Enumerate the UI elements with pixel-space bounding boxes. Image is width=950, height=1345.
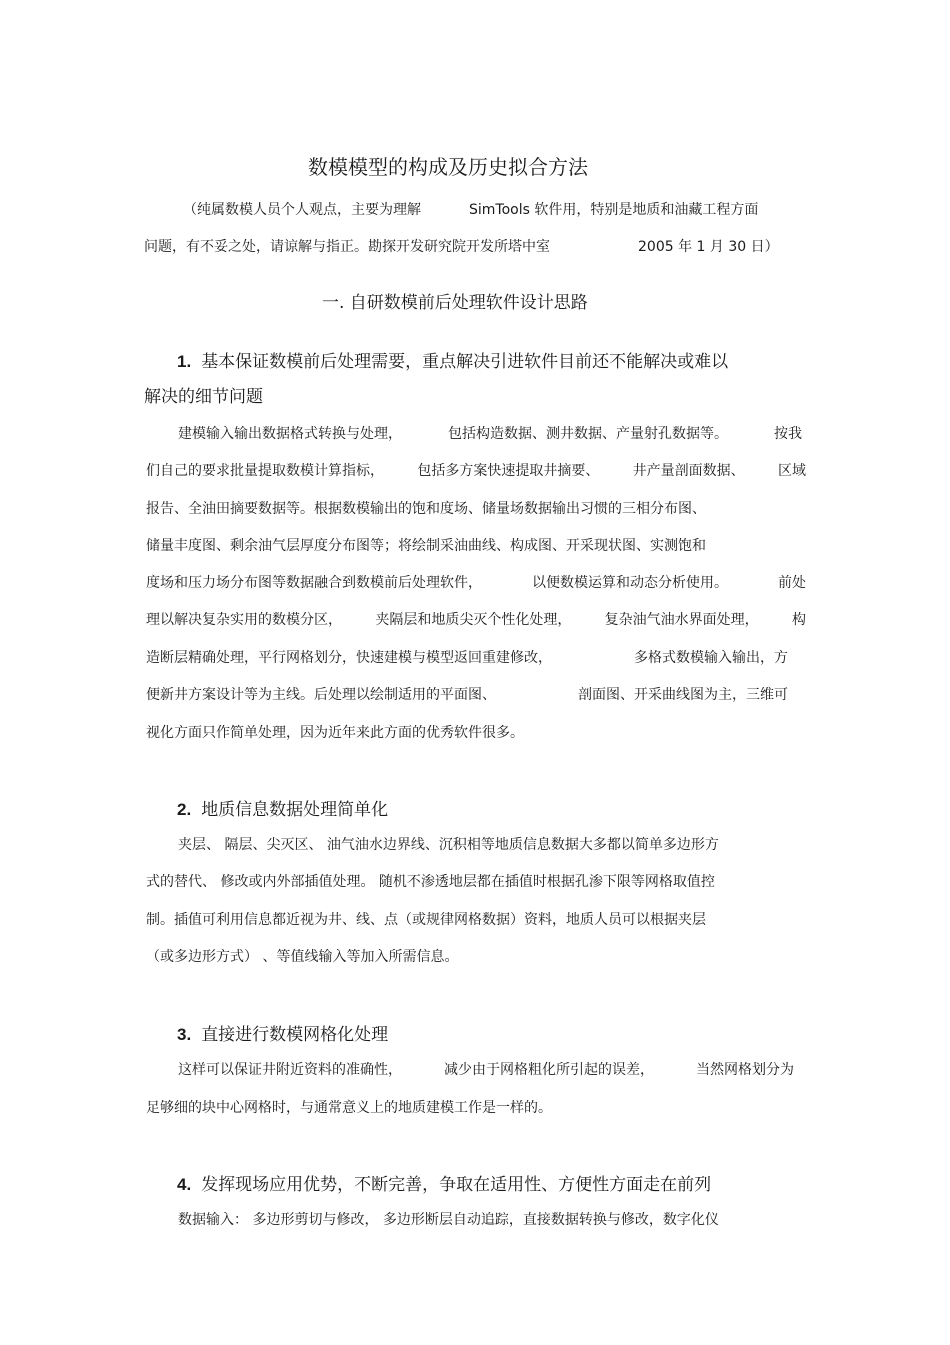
subheading-number: 3. — [177, 1025, 192, 1044]
text-span: 理以解决复杂实用的数模分区， — [146, 612, 342, 628]
paragraph-line — [178, 427, 802, 441]
text-span: 按我 — [774, 426, 802, 442]
author-note-line1b: SimTools 软件用，特别是地质和油藏工程方面 — [469, 202, 759, 218]
subheading-text: 直接进行数模网格化处理 — [201, 1025, 389, 1045]
subheading-2 — [177, 801, 388, 819]
subheading-text: 发挥现场应用优势，不断完善，争取在适用性、方便性方面走在前列 — [201, 1175, 712, 1195]
paragraph-line — [178, 1063, 794, 1077]
subheading-1-line2: 解决的细节问题 — [144, 387, 263, 407]
paragraph-line: 数据输入： 多边形剪切与修改， 多边形断层自动追踪，直接数据转换与修改，数字化仪 — [178, 1212, 719, 1228]
author-note-line2a: 问题，有不妥之处，请谅解与指正。勘探开发研究院开发所塔中室 — [144, 239, 550, 255]
paragraph-line — [146, 576, 806, 590]
paragraph-line: 夹层、 隔层、尖灭区、 油气油水边界线、沉积相等地质信息数据大多都以简单多边形方 — [178, 837, 719, 853]
subheading-1 — [177, 353, 728, 371]
text-span: 们自己的要求批量提取数模计算指标， — [146, 463, 384, 479]
author-note-date: 2005 年 1 月 30 日） — [638, 239, 779, 255]
text-span: 复杂油气油水界面处理， — [604, 612, 759, 628]
author-note-line1a: （纯属数模人员个人观点，主要为理解 — [183, 202, 421, 218]
text-span: 夹隔层和地质尖灭个性化处理， — [375, 612, 572, 628]
subheading-text: 地质信息数据处理简单化 — [201, 800, 389, 820]
text-span: 以便数模运算和动态分析使用。 — [532, 575, 728, 591]
text-span: 当然网格划分为 — [696, 1062, 794, 1078]
text-span: 构 — [791, 612, 806, 628]
text-span: 减少由于网格粗化所引起的误差， — [444, 1062, 654, 1078]
paragraph-line — [146, 651, 788, 665]
subheading-3 — [177, 1026, 388, 1044]
text-span: 井产量剖面数据、 — [632, 463, 745, 479]
paragraph-line — [146, 613, 806, 627]
subheading-number: 1. — [177, 352, 192, 371]
subheading-4 — [177, 1176, 711, 1194]
text-span: 前处 — [778, 575, 806, 591]
text-span: 包括多方案快速提取井摘要、 — [417, 463, 600, 479]
text-span: 剖面图、开采曲线图为主，三维可 — [578, 687, 788, 703]
text-span: 便新井方案设计等为主线。后处理以绘制适用的平面图、 — [146, 687, 496, 703]
paragraph-line — [146, 464, 806, 478]
document-title: 数模模型的构成及历史拟合方法 — [308, 155, 588, 179]
paragraph-line — [146, 688, 788, 702]
subheading-number: 2. — [177, 800, 192, 819]
subheading-number: 4. — [177, 1175, 192, 1194]
paragraph-line: 报告、全油田摘要数据等。根据数模输出的饱和度场、储量场数据输出习惯的三相分布图、 — [146, 501, 706, 517]
paragraph-line: 足够细的块中心网格时，与通常意义上的地质建模工作是一样的。 — [146, 1100, 552, 1116]
text-span: 多格式数模输入输出，方 — [634, 650, 788, 666]
text-span: 造断层精确处理，平行网格划分，快速建模与模型返回重建修改， — [146, 650, 552, 666]
paragraph-line: 制。插值可利用信息都近视为井、线、点（或规律网格数据）资料，地质人员可以根据夹层 — [146, 912, 706, 928]
text-span: 建模输入输出数据格式转换与处理， — [178, 426, 402, 442]
text-span: 度场和压力场分布图等数据融合到数模前后处理软件， — [146, 575, 482, 591]
section-heading-1: 一. 自研数模前后处理软件设计思路 — [322, 293, 588, 313]
paragraph-line: 式的替代、 修改或内外部插值处理。 随机不渗透地层都在插值时根据孔渗下限等网格取值控 — [146, 874, 715, 890]
paragraph-line: （或多边形方式） 、等值线输入等加入所需信息。 — [146, 949, 459, 965]
paragraph-line: 储量丰度图、剩余油气层厚度分布图等；将绘制采油曲线、构成图、开采现状图、实测饱和 — [146, 538, 706, 554]
text-span: 区域 — [777, 463, 806, 479]
text-span: 包括构造数据、测井数据、产量射孔数据等。 — [448, 426, 728, 442]
paragraph-line: 视化方面只作简单处理，因为近年来此方面的优秀软件很多。 — [146, 725, 524, 741]
text-span: 这样可以保证井附近资料的准确性， — [178, 1062, 402, 1078]
subheading-text: 基本保证数模前后处理需要，重点解决引进软件目前还不能解决或难以 — [201, 352, 729, 372]
